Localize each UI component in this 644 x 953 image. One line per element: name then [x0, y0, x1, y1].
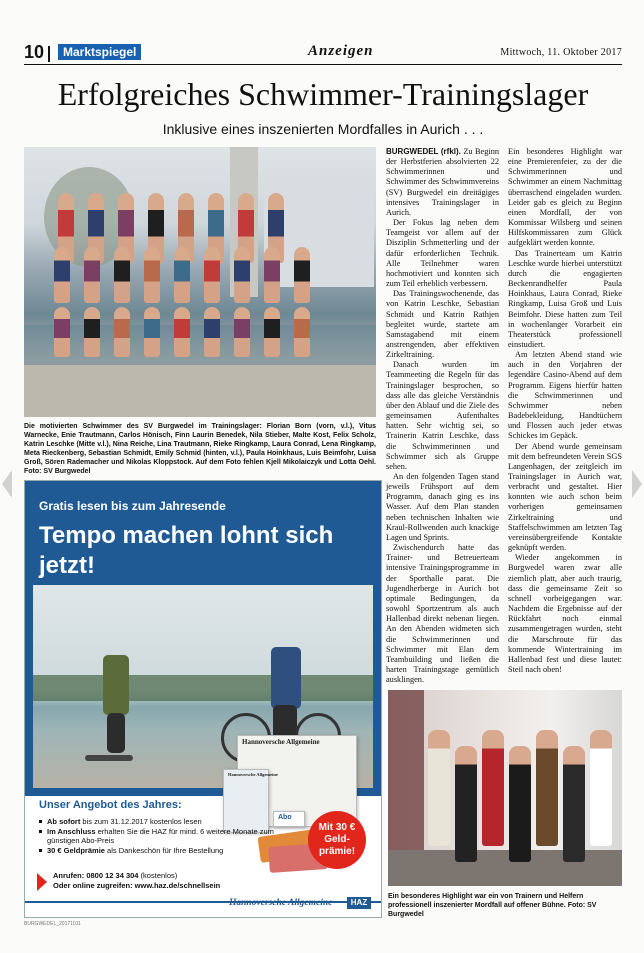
swimmer-figure	[294, 307, 310, 357]
team-photo-caption: Die motivierten Schwimmer des SV Burgwedel im Trainingslager: Florian Born (vorn, v.l.), Vitus Warnecke, Enie Trautmann, Carlos Hönisch, Finn Laurin Benedek, Nila Stieber, Malte Kost, Felix Scholz, Katrin Leschke (Mitte v.l.), Nina Reiche, Lina Trautmann, Rieke Ringkamp, Laura Conrad, Lena Ringkamp, Meta Rieckenberg, Sebastian Schmidt, Emily Schmid (hinten, v.l.), Paula Hoinkhaus, Luis Beimfohr, Luisa Groß, Sören Rademacher und Nikolas Kloppstock. Auf dem Foto fehlen Kjell Mikolaiczyk und Lotta Oehl. Foto: SV Burgwedel	[24, 423, 376, 475]
page-number: 10	[24, 42, 45, 62]
ad-website[interactable]: Oder online zugreifen: www.haz.de/schnellsein	[53, 881, 221, 890]
ad-photo-trees	[33, 675, 373, 701]
photo-stage	[388, 850, 622, 886]
imprint-code: BURGWEDEL_20171011	[24, 921, 81, 927]
next-page-arrow-icon[interactable]	[632, 470, 642, 498]
article-paragraph: Ein besonderes Highlight war eine Premierenfeier, zu der die Schwimmerinnen und Schwimmer an einem Nachmittag überraschend eingeladen wurden. Leider gab es gleich zu Beginn einen Mordfall, der von Kommissar Wilsberg und seinen Hilfskommissaren zum Glück aufgeklärt werden konnte.	[508, 147, 622, 248]
swimmer-figure	[264, 247, 280, 303]
article-paragraph: Das Trainingswochenende, das von Katrin Leschke, Sebastian Schmidt und Katrin Rathjen begleitet wurde, startete am Samstagabend mit einem anstrengenden, aber effektiven Zirkeltraining.	[386, 289, 499, 360]
page-header	[24, 42, 622, 65]
previous-page-arrow-icon[interactable]	[2, 470, 12, 498]
article-subheadline: Inklusive eines inszenierten Mordfalles in Aurich . . .	[162, 121, 484, 137]
swimmer-figure	[234, 307, 250, 357]
issue-date: Mittwoch, 11. Oktober 2017	[500, 47, 622, 58]
haz-badge: HAZ	[347, 897, 371, 909]
offer-item: 30 € Geldprämie als Dankeschön für Ihre Bestellung	[39, 846, 279, 856]
abo-label: Abo	[278, 814, 292, 821]
article-paragraph: Zwischendurch hatte das Trainer- und Betreuerteam intensive Trainingsprogramme in der Sporthalle parat. Die Jugendherberge in Aurich bot optimale Bedingungen, da sowohl Sportzentrum als auch Hallenbad direkt nebenan liegen. An den Abenden widmeten sich die Schwimmerinnen und Schwimmer mit Elan dem Teambuilding und ließen die harten Trainingstage gemütlich ausklingen.	[386, 543, 499, 685]
ad-contact: Anrufen: 0800 12 34 304 (kostenlos) Oder online zugreifen: www.haz.de/schnellsein	[53, 871, 221, 890]
actor-figure	[590, 730, 612, 846]
stage-photo	[388, 690, 622, 886]
skater-figure	[103, 655, 129, 715]
swimmer-figure	[234, 247, 250, 303]
swimmer-figure	[84, 307, 100, 357]
dateline: BURGWEDEL (rfkl).	[386, 147, 461, 156]
skateboard	[85, 755, 133, 761]
swimmer-figure	[114, 247, 130, 303]
actor-figure	[482, 730, 504, 846]
bonus-badge: Mit 30 € Geld-prämie!	[308, 811, 366, 869]
swimmer-figure	[264, 307, 280, 357]
article-paragraph: Wieder angekommen in Burgwedel waren zwar alle ziemlich platt, aber auch traurig, dass die gemeinsame Zeit so schnell vorbeigegangen war. Nachdem die Ergebnisse auf der Rückfahrt noch einmal zusammengetragen wurden, steht die Marschroute für das kommende Wintertraining im Hallenbad fest und diese lautet: Steil nach oben!	[508, 553, 622, 674]
actor-figure	[536, 730, 558, 846]
article-column-2	[508, 147, 622, 675]
supplement-logo: Marktspiegel	[58, 44, 141, 60]
swimmer-figure	[144, 247, 160, 303]
swimmer-figure	[54, 307, 70, 357]
offer-list	[39, 817, 279, 855]
subscription-advertisement[interactable]	[24, 480, 382, 918]
article-paragraph: Der Fokus lag neben dem Teamgeist vor allem auf der Disziplin Schmetterling und der dafür erforderlichen Technik. Alle Teilnehmer waren hochmotiviert und konnten sich zum Teil erheblich verbessern.	[386, 218, 499, 289]
stage-photo-caption: Ein besonderes Highlight war ein von Trainern und Helfern professionell inszenierter Mordfall auf offener Bühne. Foto: SV Burgwedel	[388, 893, 597, 918]
swimmer-figure	[54, 247, 70, 303]
ad-phone[interactable]: Anrufen: 0800 12 34 304	[53, 871, 139, 880]
header-divider	[48, 46, 50, 62]
swimmer-figure	[144, 307, 160, 357]
offer-item: Im Anschluss erhalten Sie die HAZ für mind. 6 weitere Monate zum günstigen Abo-Preis	[39, 827, 279, 846]
offer-title: Unser Angebot des Jahres:	[39, 799, 182, 811]
article-paragraph: BURGWEDEL (rfkl). Zu Beginn der Herbstferien absolvierten 22 Schwimmerinnen und Schwimmer des Schwimmvereins (SV) Burgwedel ein dreitägiges intensives Trainingslager in Aurich.	[386, 147, 499, 217]
team-photo	[24, 147, 376, 417]
photo-floor	[24, 365, 376, 417]
actor-figure	[563, 746, 585, 862]
swimmer-figure	[174, 247, 190, 303]
article-paragraph: Am letzten Abend stand wie auch in den Vorjahren der legendäre Casino-Abend auf dem Programm. Eigens hierfür hatten die Schwimmerinnen und Schwimmer neben Badebekleidung, Handtüchern und Flossen auch jeder etwas Schickes im Gepäck.	[508, 350, 622, 441]
haz-logo: Hannoversche Allgemeine	[229, 898, 333, 908]
actor-figure	[455, 746, 477, 862]
offer-item: Ab sofort bis zum 31.12.2017 kostenlos lesen	[39, 817, 279, 827]
article-paragraph: Das Trainerteam um Katrin Leschke wurde hierbei unterstützt durch die engagierten Beckenrandhelfer Paula Hoinkhaus, Laura Conrad, Rieke Ringkamp, Luisa Groß und Luis Beimfohr. Diese hatten zum Teil in wochenlanger Vorarbeit ein Theaterstück professionell einstudiert.	[508, 248, 622, 349]
swimmer-figure	[294, 247, 310, 303]
swimmer-figure	[204, 307, 220, 357]
swimmer-figure	[114, 307, 130, 357]
ad-headline: Tempo machen lohnt sich jetzt!	[39, 522, 334, 579]
article-headline: Erfolgreiches Schwimmer-Trainingslager	[57, 76, 589, 112]
swimmer-figure	[174, 307, 190, 357]
newspaper-masthead: Hannoversche Allgemeine	[242, 738, 320, 746]
article-paragraph: Der Abend wurde gemeinsam mit dem befreundeten Verein SGS Langenhagen, der zeitgleich im Trainingslager in Aurich war, verbracht und gestaltet. Hier konnten wie auch schon beim vorherigen gemeinsamen Zirkeltraining und Staffelschwimmen am letzten Tag vereinsübergreifende Kontakte geknüpft werden.	[508, 441, 622, 553]
actor-figure	[428, 730, 450, 846]
photo-pool	[24, 325, 376, 365]
swimmer-figure	[84, 247, 100, 303]
tablet-masthead: Hannoversche Allgemeine	[228, 772, 278, 777]
call-arrow-icon	[37, 873, 47, 891]
actor-figure	[509, 746, 531, 862]
swimmer-figure	[204, 247, 220, 303]
article-paragraph: An den folgenden Tagen stand jeweils Frühsport auf dem Programm, danach ging es ins Wasser. Auf dem Plan standen neben technischen Inhalten wie Kraul-Rollwenden auch knackige Lagen und Sprints.	[386, 472, 499, 542]
article-column-1	[386, 147, 499, 685]
article-paragraph: Danach wurden im Teammeeting die Regeln für das Trainingslager besprochen, so dass alle das gleiche Verständnis über den Ablauf und die Ziele des gemeinsamen Aufenthaltes hatten. Sehr wichtig sei, so Trainerin Katrin Leschke, dass die Schwimmerinnen und Schwimmer sich als Gruppe sehen.	[386, 360, 499, 471]
cyclist-figure	[271, 647, 301, 709]
ad-kicker: Gratis lesen bis zum Jahresende	[39, 499, 226, 513]
section-title: Anzeigen	[308, 43, 374, 59]
photo-credit: Foto: SV Burgwedel	[388, 902, 597, 918]
skater-legs	[107, 713, 125, 753]
